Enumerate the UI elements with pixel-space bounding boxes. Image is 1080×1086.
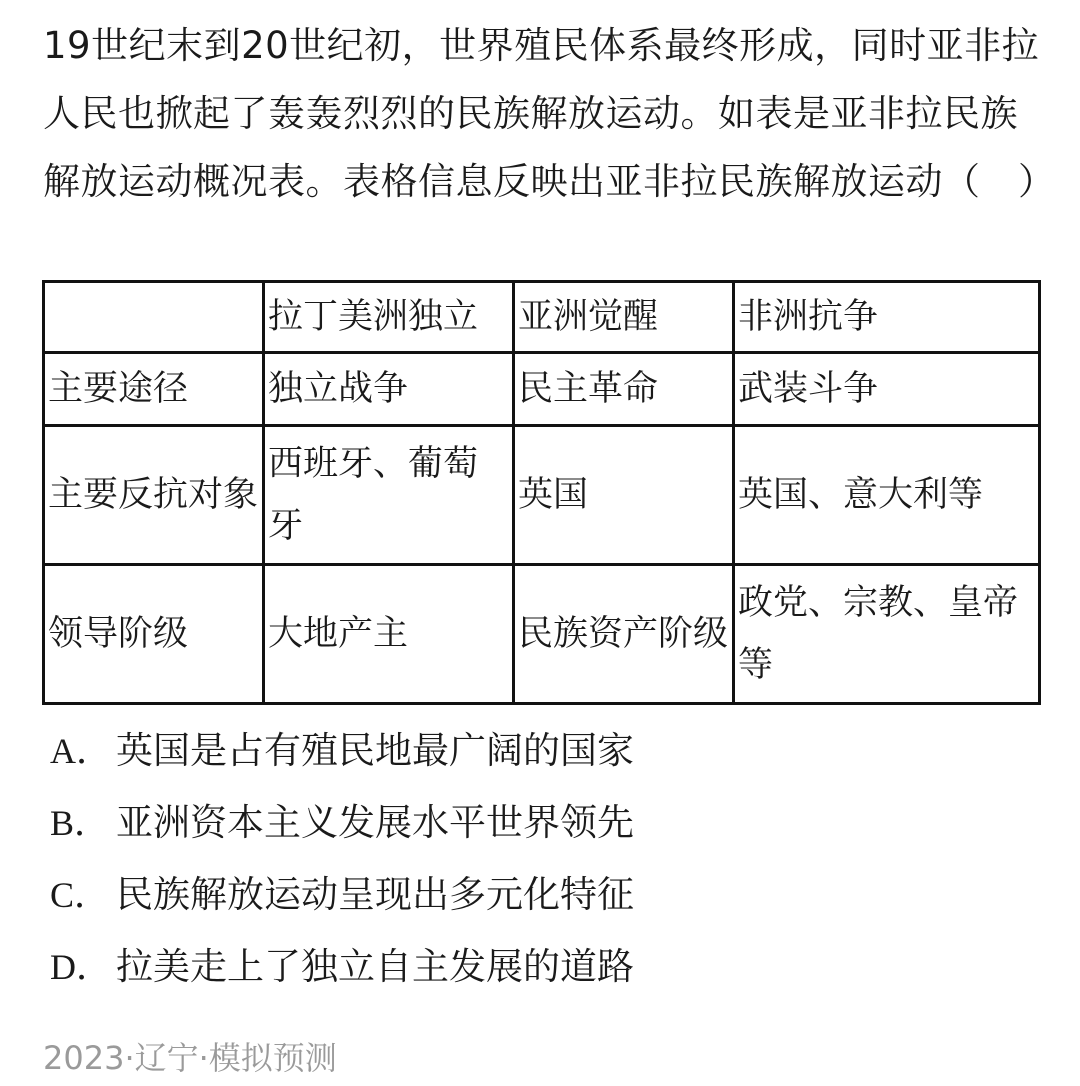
table-row — [44, 426, 1040, 565]
option-text: 拉美走上了独立自主发展的道路 — [116, 945, 634, 988]
option-a[interactable] — [50, 715, 1050, 787]
table-cell: 武装斗争 — [734, 353, 1040, 426]
row-label-main-route: 主要途径 — [44, 353, 264, 426]
option-letter: D． — [50, 947, 112, 987]
option-letter: B． — [50, 803, 111, 843]
table-cell: 独立战争 — [264, 353, 514, 426]
option-letter: C． — [50, 875, 111, 915]
option-text: 英国是占有殖民地最广阔的国家 — [116, 729, 634, 772]
row-label-leading-class: 领导阶级 — [44, 565, 264, 704]
answer-options — [50, 715, 1050, 1003]
table-cell: 政党、宗教、皇帝等 — [734, 565, 1040, 704]
option-c[interactable] — [50, 859, 1050, 931]
table-cell: 英国、意大利等 — [734, 426, 1040, 565]
question-stem: 19世纪末到20世纪初，世界殖民体系最终形成，同时亚非拉人民也掀起了轰轰烈烈的民族解放运动。如表是亚非拉民族解放运动概况表。表格信息反映出亚非拉民族解放运动（ ） — [43, 24, 1056, 203]
table-cell: 民主革命 — [514, 353, 734, 426]
table-header-row — [44, 282, 1040, 353]
option-d[interactable] — [50, 931, 1050, 1003]
table-cell: 西班牙、葡萄牙 — [264, 426, 514, 565]
row-label-main-target: 主要反抗对象 — [44, 426, 264, 565]
header-cell-asia: 亚洲觉醒 — [514, 282, 734, 353]
option-letter: A． — [50, 731, 112, 771]
table-cell: 英国 — [514, 426, 734, 565]
header-cell-africa: 非洲抗争 — [734, 282, 1040, 353]
table-row — [44, 353, 1040, 426]
option-b[interactable] — [50, 787, 1050, 859]
question-source: 2023·辽宁·模拟预测 — [43, 1039, 337, 1077]
table-cell: 民族资产阶级 — [514, 565, 734, 704]
table-row — [44, 565, 1040, 704]
header-cell-empty — [44, 282, 264, 353]
option-text: 亚洲资本主义发展水平世界领先 — [116, 801, 634, 844]
option-text: 民族解放运动呈现出多元化特征 — [116, 873, 634, 916]
table-cell: 大地产主 — [264, 565, 514, 704]
header-cell-latin-america: 拉丁美洲独立 — [264, 282, 514, 353]
liberation-movement-table — [42, 280, 1041, 705]
